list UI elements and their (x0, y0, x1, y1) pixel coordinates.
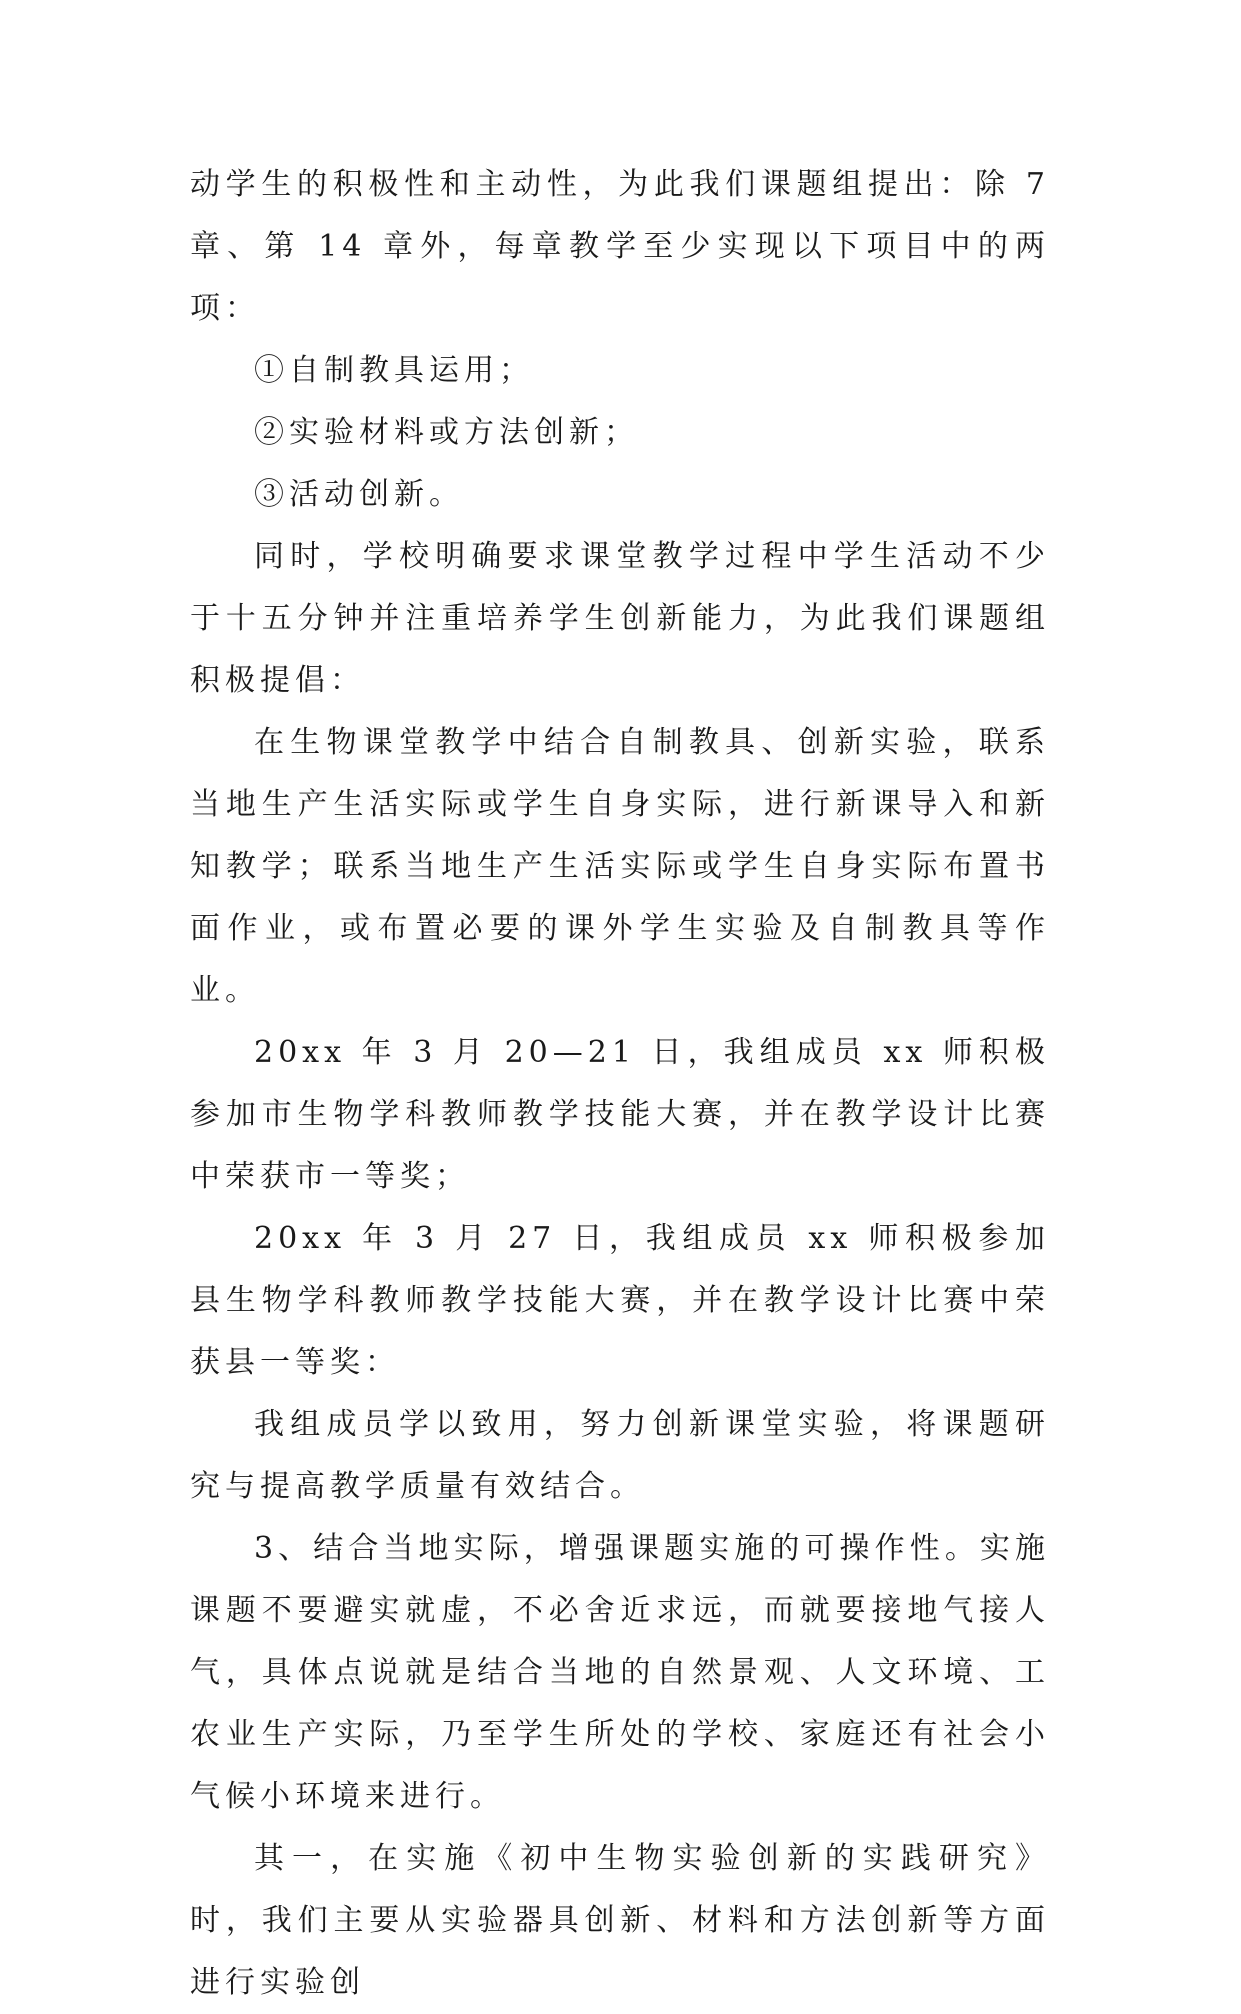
paragraph-2: 同时，学校明确要求课堂教学过程中学生活动不少于十五分钟并注重培养学生创新能力，为此我们课题组积极提倡： (190, 539, 1050, 698)
list-item-3: ③活动创新。 (254, 477, 464, 512)
paragraph-5: 20xx 年 3 月 27 日，我组成员 xx 师积极参加县生物学科教师教学技能大赛，并在教学设计比赛中荣获县一等奖： (190, 1221, 1050, 1380)
body-text (190, 154, 1050, 2014)
list-item-1: ①自制教具运用； (254, 353, 534, 388)
paragraph-4: 20xx 年 3 月 20—21 日，我组成员 xx 师积极参加市生物学科教师教学技能大赛，并在教学设计比赛中荣获市一等奖； (190, 1035, 1050, 1194)
paragraph-6: 我组成员学以致用，努力创新课堂实验，将课题研究与提高教学质量有效结合。 (190, 1407, 1050, 1504)
paragraph-3: 在生物课堂教学中结合自制教具、创新实验，联系当地生产生活实际或学生自身实际，进行新课导入和新知教学；联系当地生产生活实际或学生自身实际布置书面作业，或布置必要的课外学生实验及自制教具等作业。 (190, 725, 1050, 1008)
list-item-2: ②实验材料或方法创新； (254, 415, 639, 450)
paragraph-7: 3、结合当地实际，增强课题实施的可操作性。实施课题不要避实就虚，不必舍近求远，而就要接地气接人气，具体点说就是结合当地的自然景观、人文环境、工农业生产实际，乃至学生所处的学校、家庭还有社会小气候小环境来进行。 (190, 1531, 1050, 1814)
paragraph-8: 其一，在实施《初中生物实验创新的实践研究》时，我们主要从实验器具创新、材料和方法创新等方面进行实验创 (190, 1841, 1050, 2000)
paragraph-1: 动学生的积极性和主动性，为此我们课题组提出：除 7 章、第 14 章外，每章教学至少实现以下项目中的两项： (190, 167, 1050, 326)
